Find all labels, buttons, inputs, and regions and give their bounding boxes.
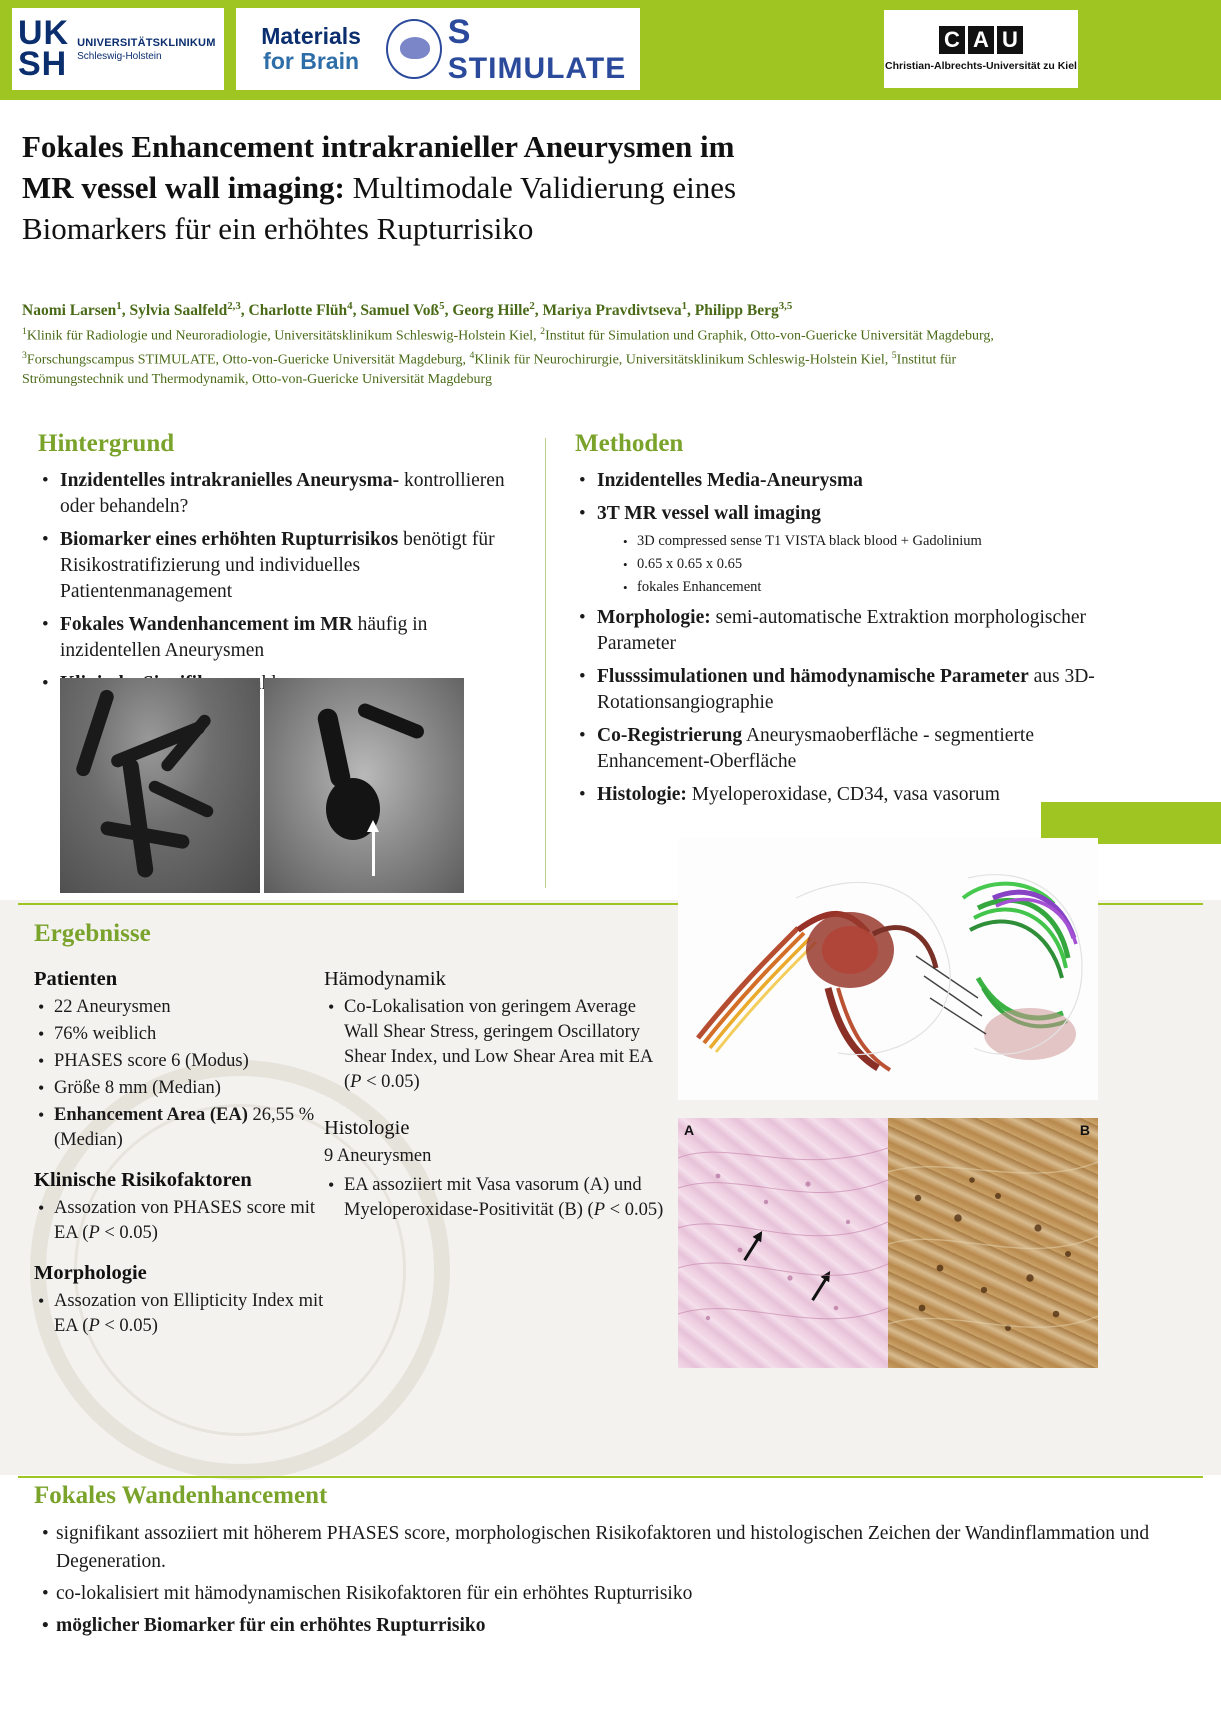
- list-item: [597, 723, 1115, 775]
- uksh-letters-line2: SH: [18, 45, 68, 83]
- results-column-left: [34, 968, 324, 1355]
- results-ea-bold: Enhancement Area (EA): [54, 1105, 248, 1125]
- stimulate-wordmark: [448, 13, 634, 86]
- stimulate-initial-icon: S: [447, 12, 472, 51]
- list-item: • 3D compressed sense T1 VISTA black blood + Gadolinium: [637, 531, 1115, 552]
- column-divider: [545, 438, 546, 888]
- section-conclusion: [34, 1482, 1194, 1644]
- angiography-image: [60, 678, 260, 893]
- cau-letter-blocks: [939, 26, 1023, 54]
- results-hemodynamics-title: Hämodynamik: [324, 968, 446, 990]
- cau-block-c: C: [939, 26, 965, 54]
- bg-item-2-bold: Fokales Wandenhancement im MR: [60, 614, 353, 635]
- list-item: • PHASES score 6 (Modus): [54, 1049, 324, 1074]
- results-morphology-title: Morphologie: [34, 1262, 147, 1284]
- list-item: • signifikant assoziiert mit höherem PHASES score, morphologischen Risikofaktoren und histologischen Zeichen der Wandinflammation und Degeneration.: [56, 1520, 1194, 1576]
- flow-simulation-image: [678, 838, 1098, 1100]
- author-list: Naomi Larsen$^1$, Sylvia Saalfeld$^{2,3}$, Charlotte Flüh$^4$, Samuel Voß$^5$, Georg Hille$^2$, Mariya Pravdivtseva$^1$, Philipp Berg$^{3,5}$: [22, 300, 793, 320]
- uksh-logo: [12, 8, 224, 90]
- list-item: [597, 664, 1115, 716]
- histology-b-texture: [888, 1118, 1098, 1368]
- results-patients-title: Patienten: [34, 968, 118, 990]
- section-background: [38, 430, 518, 704]
- list-item: • co-lokalisiert mit hämodynamischen Risikofaktoren für ein erhöhtes Rupturrisiko: [56, 1580, 1194, 1608]
- uksh-region: Schleswig-Holstein: [77, 50, 162, 62]
- uksh-wordmark: [77, 37, 215, 62]
- list-item: • EA assoziiert mit Vasa vasorum (A) und Myeloperoxidase-Positivität (B) (P < 0.05): [344, 1173, 664, 1223]
- title-line-1: Fokales Enhancement intrakranieller Aneurysmen im: [22, 129, 735, 164]
- list-item: • möglicher Biomarker für ein erhöhtes Rupturrisiko: [56, 1612, 1194, 1640]
- section-heading-conclusion: Fokales Wandenhancement: [34, 1482, 328, 1509]
- results-ea-value: 26,55 % (Median): [54, 1105, 315, 1150]
- m-item-1-bold: 3T MR vessel wall imaging: [597, 503, 821, 524]
- results-patients-list: [34, 995, 324, 1153]
- list-item: [597, 605, 1115, 657]
- histology-label-a: A: [684, 1122, 695, 1138]
- m-item-3-rest: aus 3D-Rotationsangiographie: [597, 666, 1095, 713]
- list-item: • 22 Aneurysmen: [54, 995, 324, 1020]
- histology-images: [678, 1118, 1098, 1368]
- title-line-2: [22, 167, 1202, 208]
- section-methods: [575, 430, 1115, 815]
- materials-for-brain-logo: [236, 8, 640, 90]
- conclusion-list: [34, 1520, 1194, 1640]
- cau-subtitle: Christian-Albrechts-Universität zu Kiel: [885, 60, 1077, 72]
- m-item-4-bold: Co-Registrierung: [597, 725, 743, 746]
- cau-block-u: U: [997, 26, 1023, 54]
- m-item-4-rest: Aneurysmaoberfläche - segmentierte Enhancement-Oberfläche: [597, 725, 1034, 772]
- list-item: • Assozation von Ellipticity Index mit EA (P < 0.05): [54, 1289, 324, 1339]
- list-item: [597, 782, 1115, 808]
- bottom-strip: [0, 1716, 1221, 1728]
- results-riskfactors-list: [34, 1196, 324, 1246]
- bg-item-0-bold: Inzidentelles intrakranielles Aneurysma-: [60, 470, 400, 491]
- results-histology-count: 9 Aneurysmen: [324, 1146, 432, 1166]
- cau-block-a: A: [968, 26, 994, 54]
- stimulate-label: STIMULATE: [447, 51, 627, 85]
- list-item: [597, 468, 1115, 494]
- materials-line2: for Brain: [263, 48, 360, 74]
- m-item-2-bold: Morphologie:: [597, 607, 711, 628]
- m-item-3-bold: Flusssimulationen und hämodynamische Parameter: [597, 666, 1029, 687]
- list-item: • Größe 8 mm (Median): [54, 1076, 324, 1101]
- m-item-5-bold: Histologie:: [597, 784, 687, 805]
- bg-item-1-bold: Biomarker eines erhöhten Rupturrisikos: [60, 529, 399, 550]
- list-item: • Assozation von PHASES score mit EA (P < 0.05): [54, 1196, 324, 1246]
- histology-a-texture: [678, 1118, 888, 1368]
- mri-arrow-annotation-icon: [372, 830, 375, 876]
- cau-logo: [884, 10, 1078, 88]
- mr-vessel-wall-image: [264, 678, 464, 893]
- uksh-name: UNIVERSITÄTSKLINIKUM: [77, 36, 216, 49]
- bg-item-1-rest: benötigt für Risikostratifizierung und individuelles Patientenmanagement: [60, 529, 495, 602]
- background-list: [38, 468, 518, 697]
- uksh-letters: [18, 14, 70, 83]
- list-item: • fokales Enhancement: [637, 577, 1115, 598]
- page-title: [22, 126, 1202, 249]
- results-column-right: [324, 968, 664, 1239]
- bg-item-2-rest: häufig in inzidentellen Aneurysmen: [60, 614, 428, 661]
- list-item: [60, 612, 518, 664]
- brain-icon: [386, 19, 442, 79]
- conclusion-top-rule: [18, 1476, 1203, 1478]
- list-item: • Co-Lokalisation von geringem Average Wall Shear Stress, geringem Oscillatory Shear Index, und Low Shear Area mit EA (P < 0.05): [344, 995, 664, 1095]
- results-morphology-list: [34, 1289, 324, 1339]
- materials-wordmark: [242, 24, 380, 74]
- results-riskfactors-title: Klinische Risikofaktoren: [34, 1169, 252, 1191]
- m-item-2-rest: semi-automatische Extraktion morphologischer Parameter: [597, 607, 1087, 654]
- title-line-3: Biomarkers für ein erhöhtes Rupturrisiko: [22, 211, 534, 246]
- list-item: [597, 501, 1115, 598]
- section-heading-background: Hintergrund: [38, 430, 175, 457]
- results-histology-list: [324, 1173, 664, 1223]
- section-heading-methods: Methoden: [575, 430, 684, 457]
- methods-sublist: [597, 531, 1115, 598]
- uksh-letters-line1: UK: [18, 14, 70, 52]
- title-line-2-rest: Multimodale Validierung eines: [344, 170, 737, 205]
- m-item-5-rest: Myeloperoxidase, CD34, vasa vasorum: [686, 784, 1000, 805]
- list-item: [60, 527, 518, 605]
- materials-line1: Materials: [261, 23, 361, 49]
- list-item: • 0.65 x 0.65 x 0.65: [637, 554, 1115, 575]
- histology-label-b: B: [1079, 1122, 1090, 1138]
- m-item-0-bold: Inzidentelles Media-Aneurysma: [597, 470, 863, 491]
- list-item: [60, 468, 518, 520]
- section-heading-results: Ergebnisse: [34, 920, 151, 947]
- affiliation-list: $^1$Klinik für Radiologie und Neuroradiologie, Universitätsklinikum Schleswig-Holstein Kiel, $^2$Institut für Simulation und Graphik, Otto-von-Guericke Universität Magdeburg, $^3$Forschungscampus STIMULATE, Otto-von-Guericke Universität Magdeburg, $^4$Klinik für Neurochirurgie, Universitätsklinikum Schleswig-Holstein Kiel, $^5$Institut für Strömungstechnik und Thermodynamik, Otto-von-Guericke Universität Magdeburg: [22, 326, 994, 388]
- methods-list: [575, 468, 1115, 808]
- title-line-2-bold: MR vessel wall imaging:: [22, 170, 345, 205]
- histology-image-a: [678, 1118, 888, 1368]
- flow-streamlines-svg: [678, 838, 1098, 1100]
- bg-item-0-rest: kontrollieren oder behandeln?: [60, 470, 505, 517]
- histology-image-b: [888, 1118, 1098, 1368]
- results-hemodynamics-list: [324, 995, 664, 1095]
- list-item: • 76% weiblich: [54, 1022, 324, 1047]
- list-item: [54, 1103, 324, 1153]
- results-histology-title: Histologie: [324, 1117, 410, 1139]
